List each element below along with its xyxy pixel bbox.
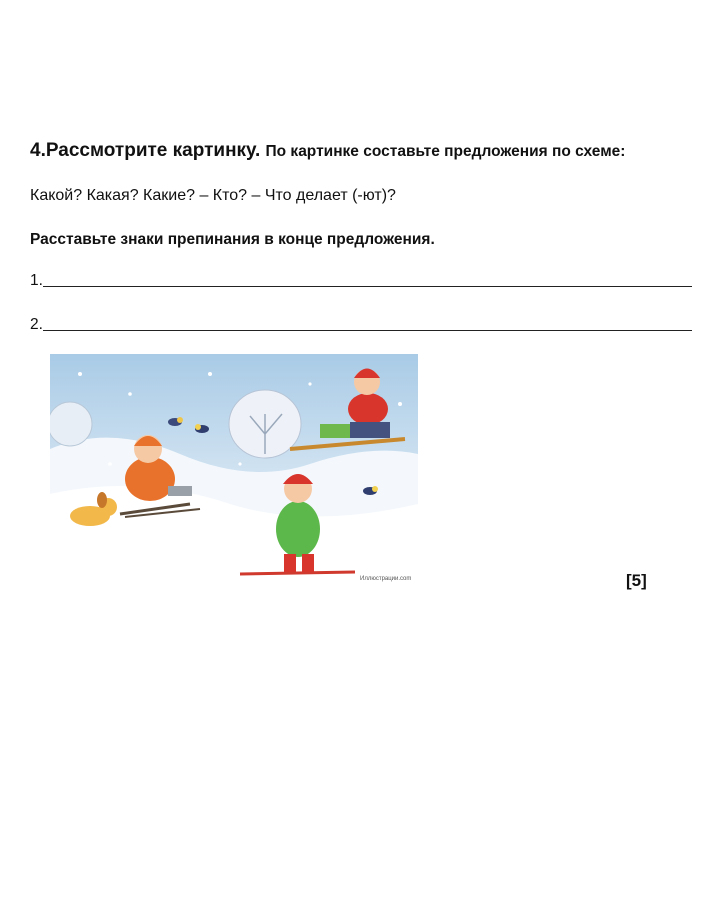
task-title-rest: По картинке составьте предложения по схеме: — [265, 143, 626, 160]
answer-line-2[interactable] — [30, 316, 692, 334]
winter-illustration — [50, 354, 418, 584]
score-badge: [5] — [626, 571, 647, 590]
answer-blank-2[interactable] — [43, 316, 692, 331]
answer-number-1: 1. — [30, 272, 43, 289]
answer-line-1[interactable] — [30, 272, 692, 290]
instruction: Расставьте знаки препинания в конце предложения. — [30, 231, 435, 248]
task-title-bold: 4.Рассмотрите картинку. — [30, 140, 261, 161]
sentence-scheme: Какой? Какая? Какие? – Кто? – Что делает (-ют)? — [30, 187, 396, 204]
answer-number-2: 2. — [30, 316, 43, 333]
answer-blank-1[interactable] — [43, 272, 692, 287]
illustration-watermark: Иллюстрации.com — [360, 576, 412, 582]
snowy-tree-left — [50, 402, 92, 446]
task-title — [30, 140, 625, 162]
